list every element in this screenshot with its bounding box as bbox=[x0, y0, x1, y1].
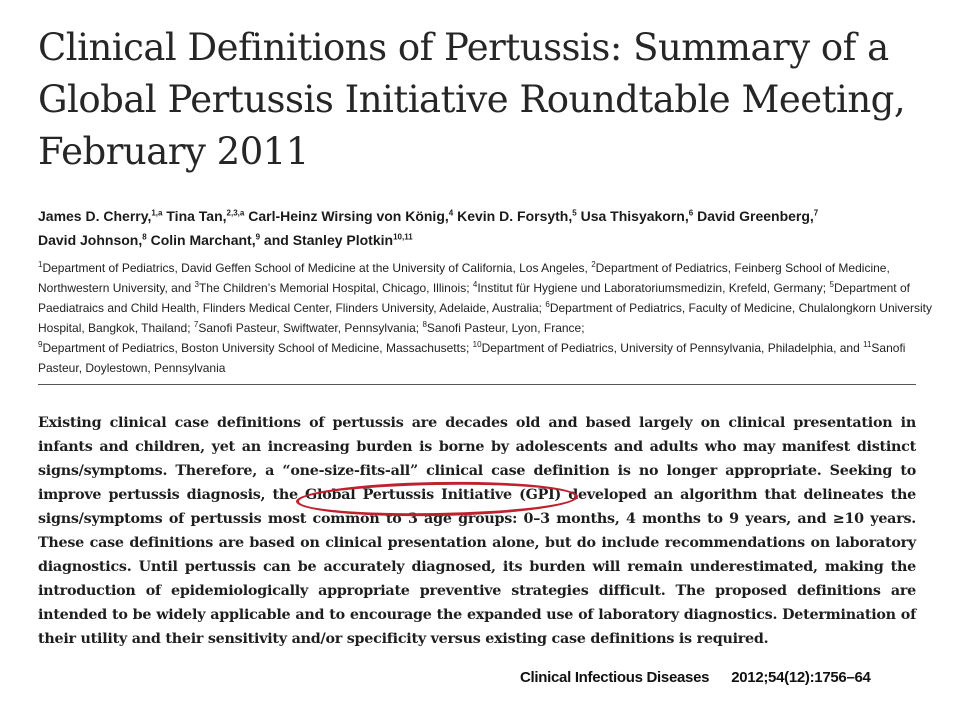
author: Tina Tan,$^{2,3,a}$ bbox=[162, 208, 245, 224]
affiliation: $^{10}$Department of Pediatrics, University of Pennsylvania, Philadelphia, and bbox=[472, 340, 864, 355]
author: and Stanley Plotkin$^{10,11}$ bbox=[260, 232, 413, 248]
author: David Greenberg,$^7$ bbox=[693, 208, 819, 224]
affiliation: $^4$Institut für Hygiene und Laboratoriumsmedizin, Krefeld, Germany; bbox=[472, 280, 830, 295]
author: David Johnson,$^8$ bbox=[38, 232, 147, 248]
author: Carl-Heinz Wirsing von König,$^4$ bbox=[244, 208, 454, 224]
affiliation: $^3$The Children’s Memorial Hospital, Chicago, Illinois; bbox=[194, 280, 473, 295]
author: Kevin D. Forsyth,$^5$ bbox=[453, 208, 577, 224]
affiliations bbox=[38, 258, 933, 378]
abstract: Existing clinical case definitions of pertussis are decades old and based largely on clinical presentation in infants and children, yet an increasing burden is borne by adolescents and adults who may manifest distinct signs/symptoms. Therefore, a “one-size-fits-all” clinical case definition is no longer appropriate. Seeking to improve pertussis diagnosis, the Global Pertussis Initiative (GPI) developed an algorithm that delineates the signs/symptoms of pertussis most common to 3 age groups: 0–3 months, 4 months to 9 years, and ≥10 years. These case definitions are based on clinical presentation alone, but do include recommendations on laboratory diagnostics. Until pertussis can be accurately diagnosed, its burden will remain underestimated, making the introduction of epidemiologically appropriate preventive strategies difficult. The proposed definitions are intended to be widely applicable and to encourage the expanded use of laboratory diagnostics. Determination of their utility and their sensitivity and/or specificity versus existing case definitions is required. bbox=[38, 415, 916, 647]
citation-reference: 2012;54(12):1756–64 bbox=[731, 669, 871, 686]
affiliation: $^5$Department of Paediatraics and Child Health, Flinders Medical Center, Flinders University, Adelaide, Australia; bbox=[38, 280, 910, 315]
affiliation: $^2$Department of Pediatrics, Feinberg School of Medicine, Northwestern University, and bbox=[38, 260, 890, 295]
author: Usa Thisyakorn,$^6$ bbox=[576, 208, 694, 224]
journal-name: Clinical Infectious Diseases bbox=[520, 669, 710, 686]
author: Colin Marchant,$^9$ bbox=[146, 232, 261, 248]
affiliation: $^{11}$Sanofi Pasteur, Doylestown, Pennsylvania bbox=[38, 340, 906, 375]
affiliation: $^9$Department of Pediatrics, Boston University School of Medicine, Massachusetts; bbox=[38, 340, 473, 355]
citation bbox=[520, 668, 920, 688]
highlighted-phrase: Global Pertussis Initiative (GPI) bbox=[305, 487, 562, 503]
article-title: Clinical Definitions of Pertussis: Summary of a Global Pertussis Initiative Roundtable Meeting, February 2011 bbox=[38, 26, 906, 173]
affiliation: $^1$Department of Pediatrics, David Geffen School of Medicine at the University of California, Los Angeles, bbox=[38, 260, 592, 275]
affiliation: $^6$Department of Pediatrics, Faculty of Medicine, Chulalongkorn University Hospital, Bangkok, Thailand; bbox=[38, 300, 932, 335]
affiliation: $^8$Sanofi Pasteur, Lyon, France; bbox=[422, 320, 585, 335]
affiliation: $^7$Sanofi Pasteur, Swiftwater, Pennsylvania; bbox=[193, 320, 423, 335]
section-divider bbox=[38, 384, 916, 385]
author: James D. Cherry,$^{1,a}$ bbox=[38, 208, 163, 224]
author-list bbox=[38, 204, 928, 252]
